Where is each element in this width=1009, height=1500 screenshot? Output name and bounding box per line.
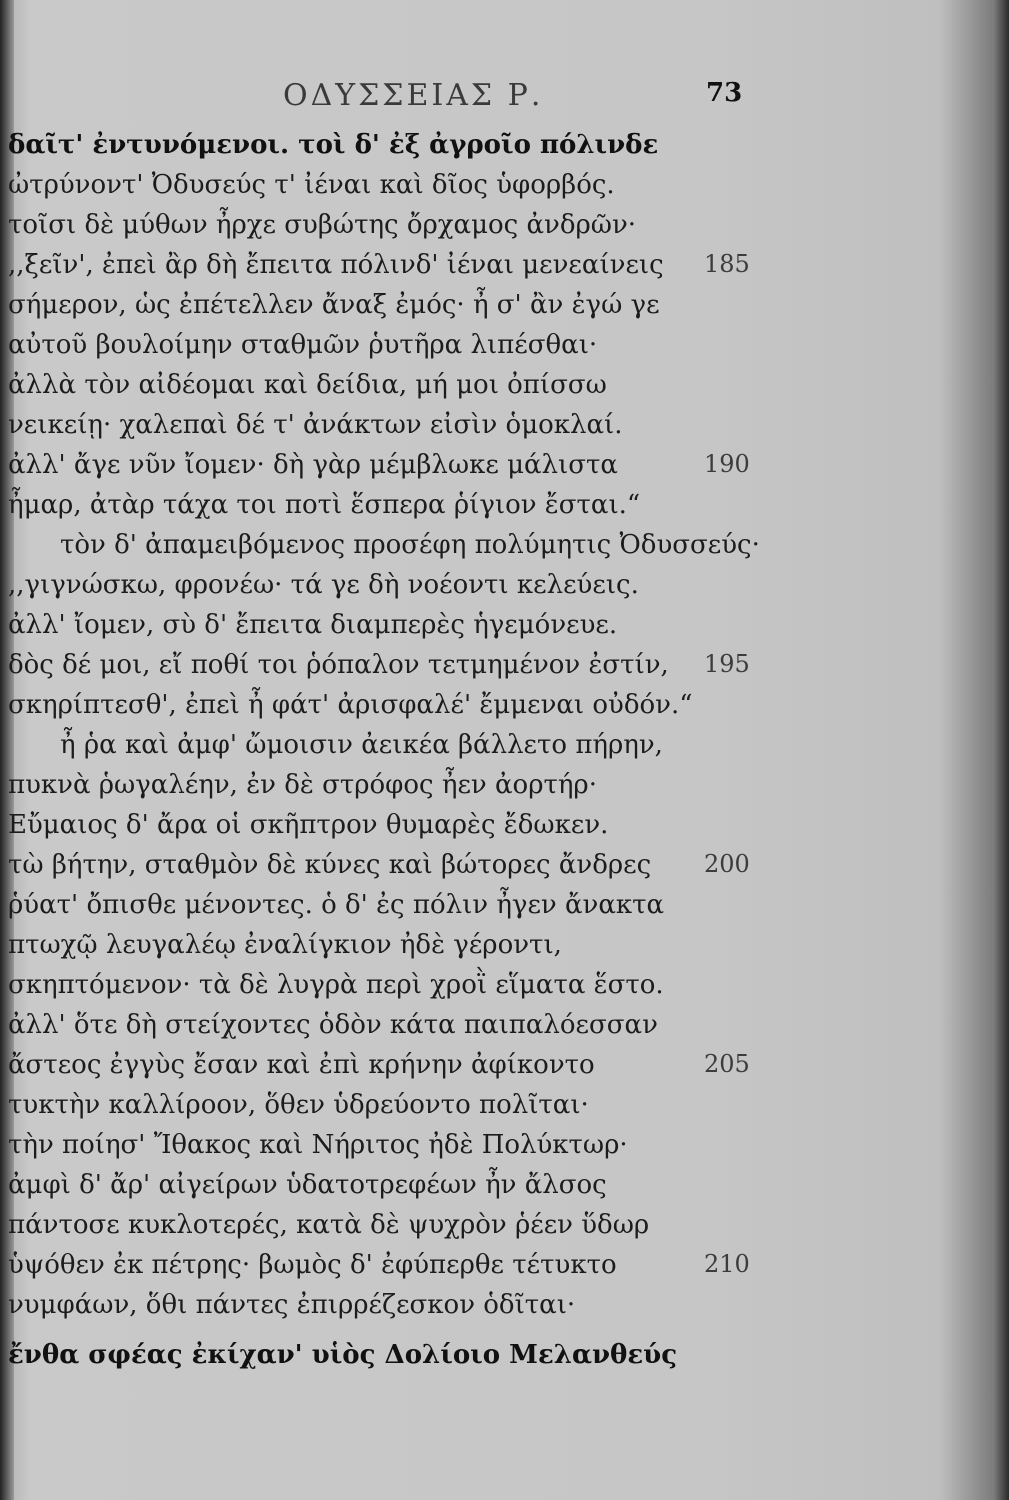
verse-text: τὴν ποίησ' Ἴθακος καὶ Νήριτος ἠδὲ Πολύκτωρ· bbox=[8, 1130, 628, 1160]
line-number: 200 bbox=[704, 850, 750, 878]
verse-line bbox=[0, 890, 1009, 930]
verse-line bbox=[0, 1290, 1009, 1330]
verse-line bbox=[0, 810, 1009, 850]
line-number: 185 bbox=[704, 250, 750, 278]
verse-text: νυμφάων, ὅθι πάντες ἐπιρρέζεσκον ὁδῖται· bbox=[8, 1290, 576, 1320]
verse-text: ἦ ῥα καὶ ἀμφ' ὤμοισιν ἀεικέα βάλλετο πήρην, bbox=[60, 730, 663, 760]
verse-line bbox=[0, 930, 1009, 970]
verse-line bbox=[0, 1250, 1009, 1290]
verse-text: σκηπτόμενον· τὰ δὲ λυγρὰ περὶ χροῒ εἵματα ἕστο. bbox=[8, 970, 664, 1000]
verse-text: πυκνὰ ῥωγαλέην, ἐν δὲ στρόφος ἦεν ἀορτήρ· bbox=[8, 770, 597, 800]
verse-line bbox=[0, 770, 1009, 810]
verse-text: Εὔμαιος δ' ἄρα οἱ σκῆπτρον θυμαρὲς ἔδωκεν. bbox=[8, 810, 609, 840]
verse-text: τυκτὴν καλλίροον, ὅθεν ὑδρεύοντο πολῖται· bbox=[8, 1090, 589, 1120]
verse-line bbox=[0, 570, 1009, 610]
verse-line bbox=[0, 330, 1009, 370]
verse-line bbox=[0, 450, 1009, 490]
verse-text: ἀλλ' ὅτε δὴ στείχοντες ὁδὸν κάτα παιπαλόεσσαν bbox=[8, 1010, 658, 1040]
line-number: 210 bbox=[704, 1250, 750, 1278]
verse-text: τὼ βήτην, σταθμὸν δὲ κύνες καὶ βώτορες ἄνδρες bbox=[8, 850, 652, 880]
verse-line bbox=[0, 1210, 1009, 1250]
verse-text: ἔνθα σφέας ἐκίχαν' υἱὸς Δολίοιο Μελανθεύς bbox=[8, 1340, 678, 1370]
verse-line bbox=[0, 490, 1009, 530]
verse-line bbox=[0, 610, 1009, 650]
verse-text: ,,γιγνώσκω, φρονέω· τά γε δὴ νοέοντι κελεύεις. bbox=[8, 570, 639, 600]
verse-text: ἀλλ' ἴομεν, σὺ δ' ἔπειτα διαμπερὲς ἡγεμόνευε. bbox=[8, 610, 618, 640]
verse-text: σκηρίπτεσθ', ἐπεὶ ἦ φάτ' ἀρισφαλέ' ἔμμεναι οὐδόν.“ bbox=[8, 690, 693, 720]
verse-line bbox=[0, 730, 1009, 770]
verse-line bbox=[0, 130, 1009, 170]
page-number: 73 bbox=[706, 78, 743, 108]
page-header bbox=[0, 78, 1009, 128]
verse-line bbox=[0, 1090, 1009, 1130]
verse-text: ἀλλ' ἄγε νῦν ἴομεν· δὴ γὰρ μέμβλωκε μάλιστα bbox=[8, 450, 618, 480]
verse-line bbox=[0, 170, 1009, 210]
verse-line bbox=[0, 690, 1009, 730]
verse-line bbox=[0, 210, 1009, 250]
verse-text: ῥύατ' ὄπισθε μένοντες. ὁ δ' ἐς πόλιν ἦγεν ἄνακτα bbox=[8, 890, 665, 920]
verse-line bbox=[0, 1010, 1009, 1050]
line-number: 195 bbox=[704, 650, 750, 678]
verse-text: τοῖσι δὲ μύθων ἦρχε συβώτης ὄρχαμος ἀνδρῶν· bbox=[8, 210, 637, 240]
verse-text: ἦμαρ, ἀτὰρ τάχα τοι ποτὶ ἕσπερα ῥίγιον ἔσται.“ bbox=[8, 490, 641, 520]
verse-line bbox=[0, 250, 1009, 290]
verse-text: αὐτοῦ βουλοίμην σταθμῶν ῥυτῆρα λιπέσθαι· bbox=[8, 330, 598, 360]
verse-line bbox=[0, 290, 1009, 330]
verse-text: ὑψόθεν ἐκ πέτρης· βωμὸς δ' ἐφύπερθε τέτυκτο bbox=[8, 1250, 617, 1280]
verse-text: νεικείῃ· χαλεπαὶ δέ τ' ἀνάκτων εἰσὶν ὁμοκλαί. bbox=[8, 410, 623, 440]
verse-text: ἀμφὶ δ' ἄρ' αἰγείρων ὑδατοτρεφέων ἦν ἄλσος bbox=[8, 1170, 607, 1200]
verse-text: πτωχῷ λευγαλέῳ ἐναλίγκιον ἠδὲ γέροντι, bbox=[8, 930, 562, 960]
verse-line bbox=[0, 410, 1009, 450]
verse-text: ὠτρύνοντ' Ὀδυσεύς τ' ἰέναι καὶ δῖος ὑφορβός. bbox=[8, 170, 615, 200]
line-number: 190 bbox=[704, 450, 750, 478]
verse-text: δαῖτ' ἐντυνόμενοι. τοὶ δ' ἐξ ἀγροῖο πόλινδε bbox=[8, 130, 659, 160]
line-number: 205 bbox=[704, 1050, 750, 1078]
verse-line bbox=[0, 530, 1009, 570]
verse-line bbox=[0, 1050, 1009, 1090]
verse-line bbox=[0, 1340, 1009, 1380]
verse-text: ἄστεος ἐγγὺς ἔσαν καὶ ἐπὶ κρήνην ἀφίκοντο bbox=[8, 1050, 595, 1080]
verse-text: τὸν δ' ἀπαμειβόμενος προσέφη πολύμητις Ὀδυσσεύς· bbox=[60, 530, 760, 560]
verse-line bbox=[0, 1170, 1009, 1210]
verse-text: δὸς δέ μοι, εἴ ποθί τοι ῥόπαλον τετμημένον ἐστίν, bbox=[8, 650, 669, 680]
verse-line bbox=[0, 1130, 1009, 1170]
verse-text: πάντοσε κυκλοτερές, κατὰ δὲ ψυχρὸν ῥέεν ὕδωρ bbox=[8, 1210, 650, 1240]
verse-line bbox=[0, 970, 1009, 1010]
verse-line bbox=[0, 850, 1009, 890]
verse-text: ,,ξεῖν', ἐπεὶ ἂρ δὴ ἔπειτα πόλινδ' ἰέναι μενεαίνεις bbox=[8, 250, 664, 280]
verse-line bbox=[0, 370, 1009, 410]
verse-text: ἀλλὰ τὸν αἰδέομαι καὶ δείδια, μή μοι ὀπίσσω bbox=[8, 370, 607, 400]
verse-line bbox=[0, 650, 1009, 690]
running-head: ΟΔΥΣΣΕΙΑΣ Ρ. bbox=[283, 78, 544, 113]
verse-block bbox=[0, 130, 1009, 1320]
verse-text: σήμερον, ὡς ἐπέτελλεν ἄναξ ἐμός· ἦ σ' ἂν ἐγώ γε bbox=[8, 290, 660, 320]
